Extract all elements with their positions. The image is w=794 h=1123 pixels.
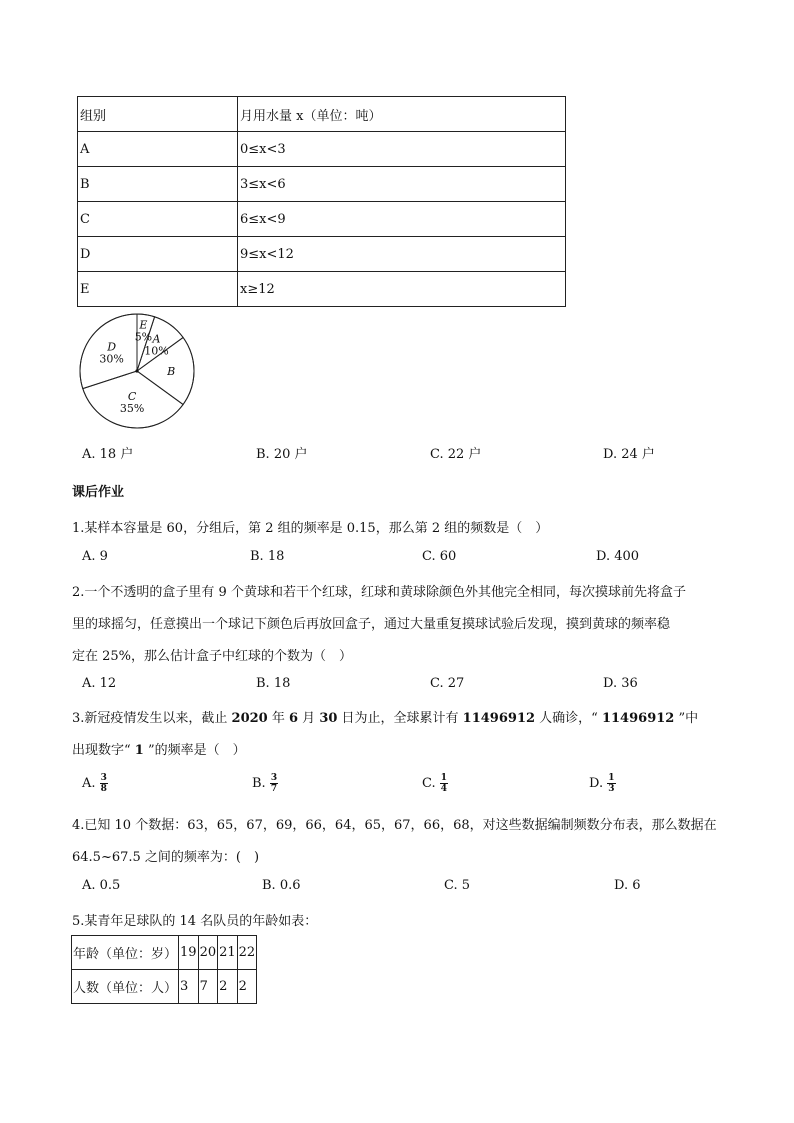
question-4-line1: 4.已知 10 个数据：63，65，67，69，66，64，65，67，66，68，对这些数据编制频数分布表，那么数据在 — [72, 818, 717, 833]
q3-day: 30 — [319, 711, 338, 726]
q3-digit: 1 — [134, 743, 144, 758]
pie-percent-a: 10% — [144, 344, 169, 358]
q2-option-b[interactable]: B. 18 — [256, 676, 291, 691]
option-prefix: D. — [589, 776, 604, 791]
q3-year: 2020 — [231, 711, 268, 726]
option-c[interactable]: C. 22 户 — [430, 447, 482, 462]
pie-label-a: A — [152, 332, 161, 346]
section-title: 课后作业 — [72, 485, 125, 500]
q1-option-d[interactable]: D. 400 — [596, 549, 640, 564]
table-row — [72, 970, 257, 1004]
question-2-line2: 里的球摇匀，任意摸出一个球记下颜色后再放回盒子，通过大量重复摸球试验后发现，摸到黄球的频率稳 — [72, 617, 671, 632]
pie-label-d: D — [107, 340, 117, 354]
table-cell: 19 — [179, 936, 199, 970]
fraction — [440, 773, 448, 794]
table-cell: 2 — [218, 970, 238, 1004]
fraction — [100, 773, 108, 794]
table-cell: A — [78, 132, 238, 167]
table-cell: 22 — [237, 936, 257, 970]
q4-option-b[interactable]: B. 0.6 — [262, 878, 301, 893]
table-cell: 3≤x<6 — [238, 167, 566, 202]
question-5-text: 5.某青年足球队的 14 名队员的年龄如表： — [72, 914, 318, 929]
q3-option-c[interactable] — [422, 773, 448, 794]
option-b[interactable]: B. 20 户 — [256, 447, 308, 462]
option-prefix: C. — [422, 776, 436, 791]
pie-label-e: E — [139, 318, 148, 332]
table-row — [78, 97, 566, 132]
table-header-cell: 组别 — [78, 97, 238, 132]
pie-label-b: B — [167, 365, 176, 378]
table-row — [78, 132, 566, 167]
fraction — [270, 773, 278, 794]
q4-option-a[interactable]: A. 0.5 — [82, 878, 121, 893]
q3-count-quoted: 11496912 — [601, 711, 675, 726]
fraction-numerator: 1 — [608, 773, 615, 783]
table-cell: 6≤x<9 — [238, 202, 566, 237]
table-cell: 21 — [218, 936, 238, 970]
pie-percent-d: 30% — [99, 352, 124, 366]
question-2-line3: 定在 25%，那么估计盒子中红球的个数为（ ） — [72, 649, 353, 664]
pie-center-dot — [135, 369, 138, 372]
fraction-numerator: 1 — [440, 773, 448, 783]
table-cell: 9≤x<12 — [238, 237, 566, 272]
pie-chart — [75, 313, 205, 431]
q2-option-c[interactable]: C. 27 — [430, 676, 465, 691]
q2-option-d[interactable]: D. 36 — [603, 676, 638, 691]
fraction — [607, 773, 615, 794]
q4-option-c[interactable]: C. 5 — [444, 878, 471, 893]
table-cell: x≥12 — [238, 272, 566, 307]
q3-text-part: 月 — [298, 711, 320, 726]
q3-text-part: ”中 — [674, 711, 699, 726]
q3-text-part: ”的频率是（ ） — [143, 743, 246, 758]
table-header-cell: 月用水量 x（单位：吨） — [238, 97, 566, 132]
q3-text-part: 出现数字“ — [72, 743, 135, 758]
q3-text-part: 人确诊，“ — [535, 711, 602, 726]
table-row — [78, 237, 566, 272]
q1-option-a[interactable]: A. 9 — [82, 549, 108, 564]
fraction-numerator: 3 — [270, 773, 278, 783]
table-cell: 0≤x<3 — [238, 132, 566, 167]
table-cell: 20 — [198, 936, 218, 970]
table-row — [78, 272, 566, 307]
question-3-line2 — [72, 739, 246, 758]
q2-option-a[interactable]: A. 12 — [82, 676, 117, 691]
q1-option-c[interactable]: C. 60 — [422, 549, 457, 564]
table-cell: E — [78, 272, 238, 307]
q3-count: 11496912 — [462, 711, 536, 726]
pie-percent-c: 35% — [119, 401, 145, 415]
q3-text-part: 日为止，全球累计有 — [337, 711, 463, 726]
age-table — [71, 935, 257, 1004]
q4-option-d[interactable]: D. 6 — [614, 878, 641, 893]
fraction-numerator: 3 — [100, 773, 107, 783]
question-4-line2: 64.5~67.5 之间的频率为：( ) — [72, 850, 260, 865]
q3-text-part: 年 — [267, 711, 289, 726]
table-cell: C — [78, 202, 238, 237]
table-cell: 2 — [237, 970, 257, 1004]
pie-percent-e: 5% — [134, 330, 153, 344]
q1-option-b[interactable]: B. 18 — [250, 549, 285, 564]
option-a[interactable]: A. 18 户 — [82, 447, 134, 462]
fraction-denominator: 7 — [270, 784, 278, 794]
pie-label-c: C — [127, 389, 137, 403]
table-cell: B — [78, 167, 238, 202]
table-cell: 3 — [179, 970, 199, 1004]
q3-text-part: 3.新冠疫情发生以来，截止 — [72, 711, 232, 726]
question-1-text: 1.某样本容量是 60，分组后，第 2 组的频率是 0.15，那么第 2 组的频数是（ ） — [72, 521, 549, 536]
question-2-line1: 2.一个不透明的盒子里有 9 个黄球和若干个红球，红球和黄球除颜色外其他完全相同，每次摸球前先将盒子 — [72, 585, 686, 600]
table-cell: 7 — [198, 970, 218, 1004]
table-row — [78, 202, 566, 237]
fraction-denominator: 8 — [100, 784, 107, 794]
q3-month: 6 — [289, 711, 299, 726]
table-row-label: 人数（单位：人） — [72, 970, 179, 1004]
q3-option-d[interactable] — [589, 773, 616, 794]
option-d[interactable]: D. 24 户 — [603, 447, 655, 462]
table-row — [78, 167, 566, 202]
option-prefix: A. — [82, 776, 96, 791]
table-row-label: 年龄（单位：岁） — [72, 936, 179, 970]
q3-option-b[interactable] — [252, 773, 278, 794]
water-group-table — [77, 96, 566, 307]
fraction-denominator: 3 — [608, 784, 615, 794]
q3-option-a[interactable] — [82, 773, 108, 794]
fraction-denominator: 4 — [440, 784, 448, 794]
table-row — [72, 936, 257, 970]
question-3-line1 — [72, 707, 698, 726]
option-prefix: B. — [252, 776, 266, 791]
table-cell: D — [78, 237, 238, 272]
